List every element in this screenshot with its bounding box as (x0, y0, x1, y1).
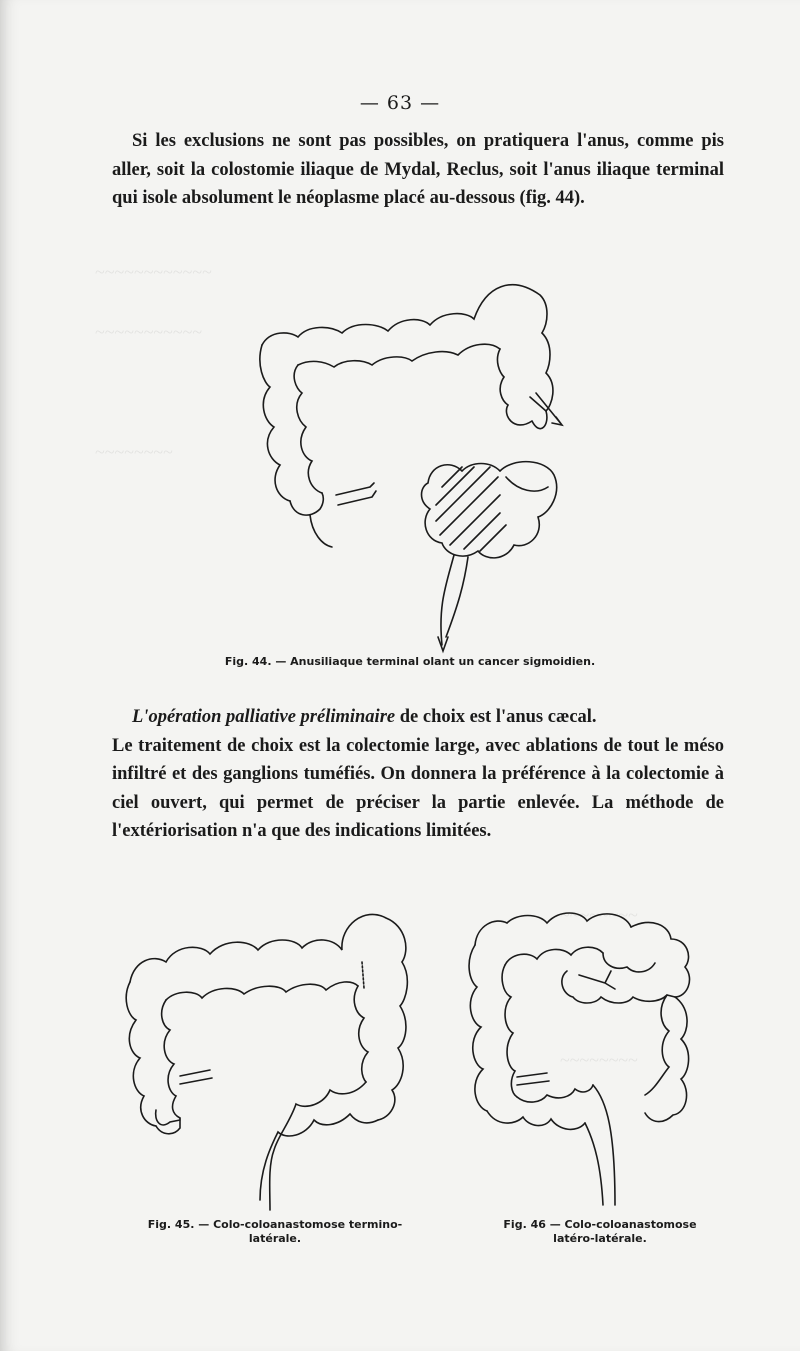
colon-drawing-46 (455, 905, 725, 1210)
bleed-through: ~~~~~~~~~~~ (95, 322, 203, 342)
figure-46-illustration (455, 905, 725, 1210)
paragraph-2-italic-lead: L'opération palliative préliminaire (132, 707, 396, 727)
figure-45-caption-line2: latérale. (248, 1232, 302, 1245)
bleed-through: ~~~~~~~~~~~~ (95, 262, 212, 282)
colon-drawing-44 (250, 265, 580, 655)
figure-44-illustration (250, 265, 580, 655)
bleed-through: ~~~~~~~~ (560, 905, 638, 925)
figure-45-illustration (110, 900, 440, 1215)
figure-46-caption-line1: Fig. 46 — Colo-coloanastomose (503, 1218, 697, 1231)
paragraph-2-text: Le traitement de choix est la colectomie large, avec ablations de tout le méso infiltré et des ganglions tuméfiés. On donnera la préférence à la colectomie à ciel ouvert, qui permet de préciser la partie enlevée. La méthode de l'extériorisation n'a que des indications limitées. (112, 735, 724, 842)
figure-46-caption-line2: latéro-latérale. (553, 1232, 647, 1245)
paragraph-1 (112, 127, 724, 213)
figure-44-caption: Fig. 44. — Anusiliaque terminal olant un cancer sigmoidien. (224, 655, 596, 668)
paragraph-2 (112, 703, 724, 846)
bleed-through: ~~~~~~~~ (95, 442, 173, 462)
bleed-through: ~~~~~~~~ (560, 1050, 638, 1070)
figure-45-caption-line1: Fig. 45. — Colo-coloanastomose termino- (147, 1218, 403, 1231)
page-number: — 63 — (359, 92, 441, 114)
colon-drawing-45 (110, 900, 440, 1215)
paragraph-2-lead-rest: de choix est l'anus cæcal. (395, 707, 597, 727)
figure-46-caption (465, 1218, 735, 1246)
figure-45-caption (120, 1218, 430, 1246)
paragraph-1-text: Si les exclusions ne sont pas possibles, on pratiquera l'anus, comme pis aller, soit la colostomie iliaque de Mydal, Reclus, soit l'anus iliaque terminal qui isole absolument le néoplasme placé au-dessous (fig. 44). (112, 131, 724, 209)
